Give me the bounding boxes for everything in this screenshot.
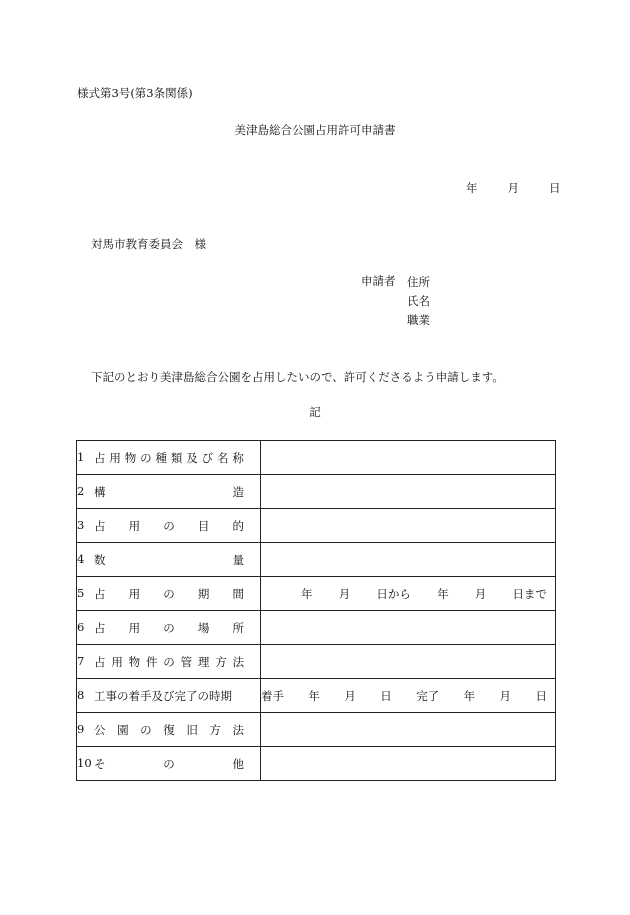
row-label-char: 用 [128, 620, 141, 635]
row-label-cell [77, 747, 261, 781]
date-line [466, 180, 561, 196]
row-label-char: 占 [94, 518, 106, 533]
row-label-char: び [201, 450, 214, 465]
row-label [94, 484, 244, 500]
row-label-char: 種 [155, 450, 167, 465]
row-label-char: 構 [94, 484, 106, 499]
row-label-char: 場 [197, 620, 210, 635]
row-number: 4 [77, 551, 85, 566]
row-number: 3 [77, 517, 85, 532]
addressee: 対馬市教育委員会 様 [91, 237, 206, 251]
row-label-cell [77, 713, 261, 747]
template-text: 日から [376, 586, 411, 601]
row-label-char: の [163, 756, 175, 771]
applicant-fields [407, 273, 430, 330]
row-label-char: の [140, 722, 152, 737]
row-label-char: 用 [128, 518, 141, 533]
table-row [77, 679, 556, 713]
row-label-char: 法 [232, 722, 244, 737]
template-text: 日まで [512, 586, 547, 601]
row-label-char: 物 [128, 654, 141, 669]
row-label [94, 450, 244, 466]
application-table [76, 440, 556, 781]
template-text: 年 [301, 586, 313, 601]
row-label [94, 586, 244, 602]
template-text: 日 [380, 688, 392, 703]
template-text: 完了 [416, 688, 440, 703]
row-label-cell [77, 509, 261, 543]
row-label-char: 及 [186, 450, 198, 465]
row-label-char: 管 [180, 654, 193, 669]
row-number: 8 [77, 687, 85, 702]
row-label-char: の [163, 586, 175, 601]
table-row [77, 475, 556, 509]
table-row [77, 713, 556, 747]
row-label-char: 間 [232, 586, 244, 601]
row-label [94, 654, 244, 670]
row-number: 2 [77, 483, 85, 498]
row-label-char: 占 [94, 586, 106, 601]
row-label [94, 552, 244, 568]
row-value-cell[interactable] [261, 713, 556, 747]
row-label-char: の [163, 654, 175, 669]
row-number: 9 [77, 721, 85, 736]
applicant-address-label: 住所 [407, 275, 430, 289]
row-label-char: 所 [232, 620, 244, 635]
row-label-char: の [163, 620, 175, 635]
applicant-occupation-label: 職業 [407, 313, 430, 327]
row-label-char: 占 [94, 654, 106, 669]
row-label-cell [77, 679, 261, 713]
row-value-cell[interactable] [261, 509, 556, 543]
template-text: 年 [308, 688, 320, 703]
row-label-char: 用 [128, 586, 141, 601]
row-label-char: の [140, 450, 152, 465]
row-label-char: 数 [94, 552, 106, 567]
row-number: 1 [77, 449, 85, 464]
date-month-label: 月 [507, 181, 519, 195]
table-row [77, 441, 556, 475]
row-label-char: 称 [232, 450, 244, 465]
row-value-cell[interactable] [261, 577, 556, 611]
row-label [94, 620, 244, 636]
row-label-char: 理 [197, 654, 210, 669]
row-label-char: 的 [232, 518, 244, 533]
table-row [77, 747, 556, 781]
row-label-char: 期 [197, 586, 210, 601]
row-label-char: 復 [163, 722, 175, 737]
row-value-cell[interactable] [261, 441, 556, 475]
row-label-cell [77, 611, 261, 645]
row-number: 7 [77, 653, 85, 668]
row-value-cell[interactable] [261, 543, 556, 577]
row-label-char: 公 [94, 722, 106, 737]
table-row [77, 577, 556, 611]
table-row [77, 543, 556, 577]
occupation-period-template [261, 586, 555, 602]
row-label-char: 用 [109, 450, 121, 465]
row-value-cell[interactable] [261, 645, 556, 679]
body-text: 下記のとおり美津島総合公園を占用したいので、許可くださるよう申請します。 [91, 370, 504, 384]
row-number: 5 [77, 585, 85, 600]
row-value-cell[interactable] [261, 747, 556, 781]
row-label-cell [77, 475, 261, 509]
row-label-char: 他 [232, 756, 244, 771]
template-text: 月 [338, 586, 351, 601]
row-label-char: そ [94, 756, 106, 771]
row-label-char: 法 [232, 654, 244, 669]
template-text: 月 [474, 586, 487, 601]
row-label-cell [77, 441, 261, 475]
works-period-template [261, 688, 555, 704]
row-value-cell[interactable] [261, 611, 556, 645]
row-label-char: 目 [197, 518, 210, 533]
row-label-char: 旧 [186, 722, 198, 737]
template-text: 着手 [261, 688, 284, 703]
template-text: 月 [499, 688, 512, 703]
document-title: 美津島総合公園占用許可申請書 [234, 123, 396, 137]
row-label-cell [77, 543, 261, 577]
row-label-char: 占 [94, 450, 106, 465]
row-value-cell[interactable] [261, 475, 556, 509]
row-label-char: 量 [232, 552, 244, 567]
row-label-char: 件 [145, 654, 158, 669]
row-number: 10 [77, 755, 92, 770]
date-day-label: 日 [549, 181, 561, 195]
row-label-cell [77, 645, 261, 679]
row-label-char: 園 [117, 722, 129, 737]
row-value-cell[interactable] [261, 679, 556, 713]
row-label-char: 物 [124, 450, 137, 465]
table-row [77, 611, 556, 645]
template-text: 日 [535, 688, 547, 703]
row-label-char: 方 [215, 654, 227, 669]
row-number: 6 [77, 619, 85, 634]
row-label [94, 722, 244, 738]
table-row [77, 509, 556, 543]
row-label [94, 756, 244, 772]
row-label-char: 造 [232, 484, 244, 499]
table-row [77, 645, 556, 679]
applicant-label: 申請者 [361, 274, 396, 288]
row-label-char: の [163, 518, 175, 533]
template-text: 年 [437, 586, 449, 601]
row-label: 工事の着手及び完了の時期 [94, 688, 232, 703]
row-label-char: 占 [94, 620, 106, 635]
row-label-cell [77, 577, 261, 611]
template-text: 月 [344, 688, 356, 703]
row-label-char: 名 [217, 450, 229, 465]
template-text: 年 [463, 688, 476, 703]
applicant-name-label: 氏名 [407, 294, 430, 308]
row-label [94, 518, 244, 534]
ki-heading: 記 [309, 405, 321, 419]
form-number: 様式第3号(第3条関係) [77, 86, 193, 100]
row-label-char: 方 [209, 722, 221, 737]
row-label-char: 用 [111, 654, 123, 669]
row-label-char: 類 [170, 450, 183, 465]
date-year-label: 年 [466, 181, 478, 195]
